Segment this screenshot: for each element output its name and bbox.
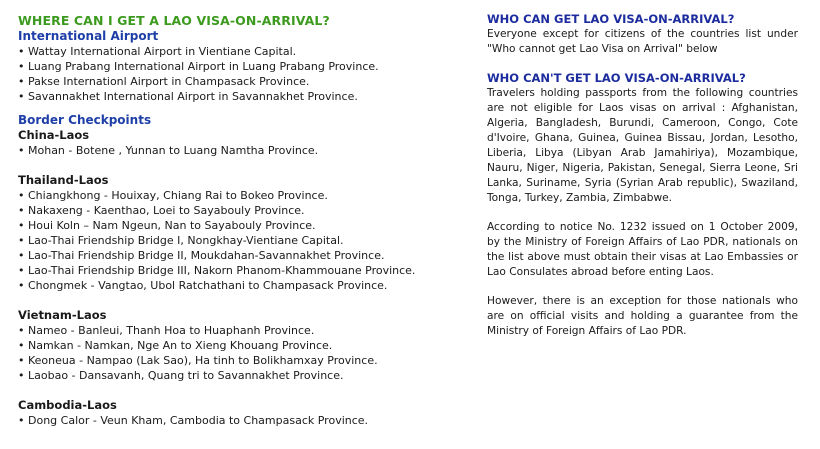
notice-text: According to notice No. 1232 issued on 1 October 2009, by the Ministry of Foreign Affairs of Lao PDR, nationals on the list above must obtain their visas at Lao Embassies or Lao Consulates abroad before enting Laos.: [487, 221, 798, 278]
list-item: • Keoneua - Nampao (Lak Sao), Ha tinh to Bolikhamxay Province.: [18, 353, 438, 368]
who-cant-heading: WHO CAN'T GET LAO VISA-ON-ARRIVAL?: [487, 71, 746, 85]
list-item: • Nakaxeng - Kaenthao, Loei to Sayabouly Province.: [18, 203, 438, 218]
china-laos-list: [18, 143, 438, 158]
list-item: • Pakse Internationl Airport in Champasack Province.: [18, 74, 438, 89]
list-item: • Savannakhet International Airport in Savannakhet Province.: [18, 89, 438, 104]
airport-heading: International Airport: [18, 29, 159, 43]
exception-text: However, there is an exception for those nationals who are on official visits and holding a guarantee from the Ministry of Foreign Affairs of Lao PDR.: [487, 295, 798, 337]
group-heading-thailand-laos: Thailand-Laos: [18, 173, 109, 187]
left-column: [18, 12, 438, 428]
list-item: • Lao-Thai Friendship Bridge III, Nakorn Phanom-Khammouane Province.: [18, 263, 438, 278]
group-heading-vietnam-laos: Vietnam-Laos: [18, 308, 107, 322]
group-heading-china-laos: China-Laos: [18, 128, 90, 142]
border-heading: Border Checkpoints: [18, 113, 152, 127]
group-heading-cambodia-laos: Cambodia-Laos: [18, 398, 117, 412]
list-item: • Houi Koln – Nam Ngeun, Nan to Sayabouly Province.: [18, 218, 438, 233]
list-item: • Lao-Thai Friendship Bridge II, Moukdahan-Savannakhet Province.: [18, 248, 438, 263]
who-can-text: Everyone except for citizens of the countries list under "Who cannot get Lao Visa on Arrival" below: [487, 28, 798, 55]
airport-list: [18, 44, 438, 104]
thailand-laos-list: [18, 188, 438, 293]
list-item: • Laobao - Dansavanh, Quang tri to Savannakhet Province.: [18, 368, 438, 383]
cambodia-laos-list: [18, 413, 438, 428]
list-item: • Wattay International Airport in Vientiane Capital.: [18, 44, 438, 59]
right-column: [487, 12, 798, 339]
list-item: • Nameo - Banleui, Thanh Hoa to Huaphanh Province.: [18, 323, 438, 338]
list-item: • Chiangkhong - Houixay, Chiang Rai to Bokeo Province.: [18, 188, 438, 203]
list-item: • Luang Prabang International Airport in Luang Prabang Province.: [18, 59, 438, 74]
list-item: • Dong Calor - Veun Kham, Cambodia to Champasack Province.: [18, 413, 438, 428]
list-item: • Mohan - Botene , Yunnan to Luang Namtha Province.: [18, 143, 438, 158]
vietnam-laos-list: [18, 323, 438, 383]
who-can-heading: WHO CAN GET LAO VISA-ON-ARRIVAL?: [487, 12, 735, 26]
who-cant-text: Travelers holding passports from the following countries are not eligible for Laos visas on arrival : Afghanistan, Algeria, Bangladesh, Burundi, Cameroon, Congo, Cote d'Ivoire, Ghana, Guinea, Guinea Bissau, Jordan, Lesotho, Liberia, Libya (Libyan Arab Jamahiriya), Mozambique, Nauru, Niger, Nigeria, Pakistan, Senegal, Sierra Leone, Sri Lanka, Suriname, Syria (Syrian Arab republic), Swaziland, Tonga, Turkey, Zambia, Zimbabwe.: [487, 87, 798, 204]
list-item: • Lao-Thai Friendship Bridge I, Nongkhay-Vientiane Capital.: [18, 233, 438, 248]
list-item: • Chongmek - Vangtao, Ubol Ratchathani to Champasack Province.: [18, 278, 438, 293]
page-title: WHERE CAN I GET A LAO VISA-ON-ARRIVAL?: [18, 13, 330, 28]
list-item: • Namkan - Namkan, Nge An to Xieng Khouang Province.: [18, 338, 438, 353]
